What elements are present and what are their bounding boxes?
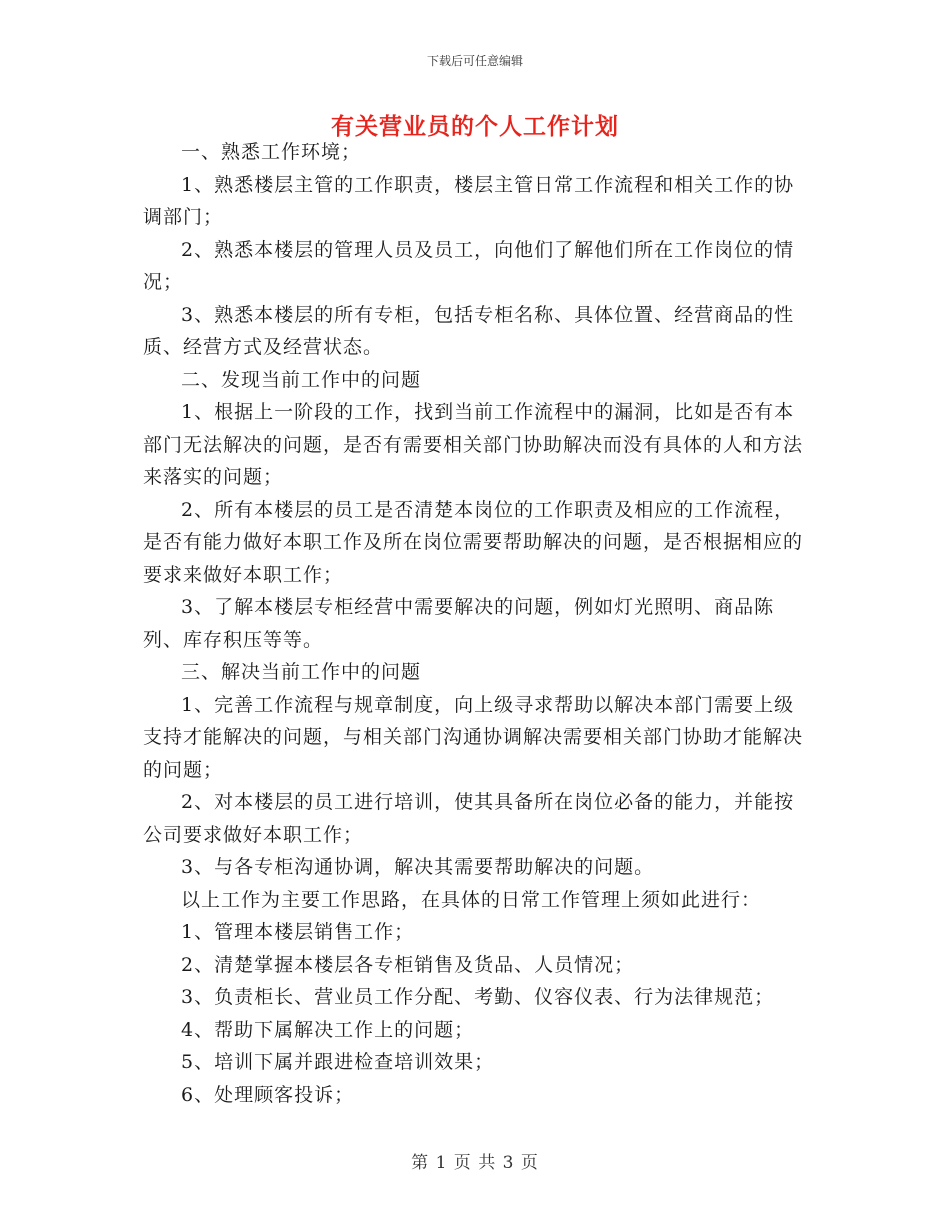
paragraph: 3、熟悉本楼层的所有专柜，包括专柜名称、具体位置、经营商品的性质、经营方式及经营状态。 (143, 303, 795, 358)
section-heading-1: 一、熟悉工作环境； (181, 141, 362, 163)
section-heading-2: 二、发现当前工作中的问题 (181, 368, 422, 391)
paragraph: 以上工作为主要工作思路，在具体的日常工作管理上须如此进行： (181, 888, 762, 911)
list-item: 5、培训下属并跟进检查培训效果； (181, 1051, 495, 1073)
list-item: 6、处理顾客投诉； (181, 1083, 355, 1106)
list-item: 1、管理本楼层销售工作； (181, 921, 415, 943)
paragraph: 1、熟悉楼层主管的工作职责，楼层主管日常工作流程和相关工作的协调部门； (143, 173, 795, 228)
paragraph: 2、熟悉本楼层的管理人员及员工，向他们了解他们所在工作岗位的情况； (143, 238, 795, 293)
paragraph: 1、根据上一阶段的工作，找到当前工作流程中的漏洞，比如是否有本部门无法解决的问题，是否有需要相关部门协助解决而没有具体的人和方法来落实的问题； (143, 401, 804, 488)
paragraph: 2、所有本楼层的员工是否清楚本岗位的工作职责及相应的工作流程，是否有能力做好本职工作及所在岗位需要帮助解决的问题，是否根据相应的要求来做好本职工作； (143, 498, 804, 586)
section-heading-3: 三、解决当前工作中的问题 (181, 661, 422, 683)
list-item: 3、负责柜长、营业员工作分配、考勤、仪容仪表、行为法律规范； (181, 986, 775, 1008)
paragraph: 2、对本楼层的员工进行培训，使其具备所在岗位必备的能力，并能按公司要求做好本职工作； (143, 791, 795, 846)
document-body (143, 136, 811, 1111)
paragraph: 3、与各专柜沟通协调，解决其需要帮助解决的问题。 (181, 856, 655, 878)
paragraph: 1、完善工作流程与规章制度，向上级寻求帮助以解决本部门需要上级支持才能解决的问题，与相关部门沟通协调解决需要相关部门协助才能解决的问题； (143, 693, 804, 781)
list-item: 2、清楚掌握本楼层各专柜销售及货品、人员情况； (181, 953, 635, 976)
page-footer: 第 1 页 共 3 页 (411, 1153, 539, 1173)
paragraph: 3、了解本楼层专柜经营中需要解决的问题，例如灯光照明、商品陈列、库存积压等等。 (143, 596, 775, 651)
list-item: 4、帮助下属解决工作上的问题； (181, 1018, 475, 1041)
page-header: 下载后可任意编辑 (426, 54, 523, 68)
document-title: 有关营业员的个人工作计划 (331, 113, 619, 140)
